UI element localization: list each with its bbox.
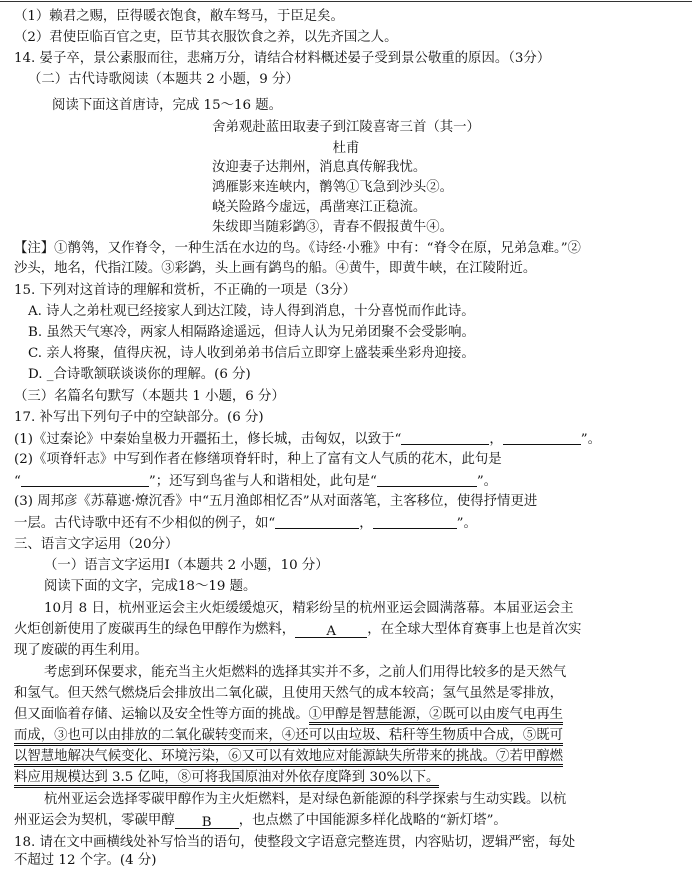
p3-text: 州亚运会为契机，零碳甲醇	[14, 813, 175, 828]
p3-text-2: ，也点燃了中国能源多样化战略的“新灯塔”。	[238, 813, 507, 828]
q17-3-close: ”。	[456, 516, 477, 531]
section-language-heading: （一）语言文字运用Ⅰ（本题共 2 小题，10 分）	[44, 558, 329, 573]
question-14: 14. 晏子卒，景公素服而往，悲痛万分，请结合材料概述晏子受到景公敬重的原因。（3分）	[14, 51, 551, 66]
passage-para-2-line-5	[14, 748, 563, 766]
poetry-instruction: 阅读下面这首唐诗，完成 15～16 题。	[52, 98, 283, 113]
q17-3-blank-1[interactable]	[275, 514, 359, 529]
poem-verse-2: 鸿雁影来连峡内，鹡鸰①飞急到沙头②。	[212, 180, 454, 195]
answer-line-1: （1）赖君之赐，臣得暖衣饱食，敝车驽马，于臣足矣。	[14, 9, 344, 24]
question-17-part-2-line-2	[14, 472, 497, 491]
underlined-sentence-2: 而成，③也可以由排放的二氧化碳转变而来，④还可以由垃圾、秸秆等生物质中合成，⑤既可	[14, 728, 563, 746]
top-border-line	[0, 1, 692, 2]
blank-a[interactable]: A	[295, 623, 367, 638]
underlined-sentence-1: ①甲醇是智慧能源，②既可以由废气电再生	[309, 707, 563, 725]
passage-para-1-line-3: 现了废碳的再生利用。	[14, 643, 148, 658]
poem-author: 杜甫	[332, 141, 360, 156]
option-a: A. 诗人之弟杜观已经接家人到达江陵，诗人得到消息，十分喜悦而作此诗。	[28, 304, 475, 319]
passage-para-2-line-4	[14, 727, 563, 745]
q17-2-open: “	[14, 474, 21, 489]
p1-text: 火炬创新使用了废碳再生的绿色甲醇作为燃料，	[14, 622, 296, 637]
option-c: C. 亲人将聚，值得庆祝，诗人收到弟弟书信后立即穿上盛装乘坐彩舟迎接。	[28, 346, 475, 361]
question-18-line-2: 不超过 12 个字。(4 分)	[14, 853, 157, 868]
blank-b[interactable]: B	[175, 814, 239, 829]
q17-2-blank-1[interactable]	[21, 472, 149, 487]
language-instruction: 阅读下面的文字，完成18～19 题。	[44, 579, 257, 594]
poem-verse-3: 峣关险路今虚远，禹凿寒江正稳流。	[212, 200, 427, 215]
passage-para-3-line-2	[14, 812, 507, 830]
question-17-part-1	[14, 430, 601, 449]
poem-notes-line-2: 沙头，地名，代指江陵。③彩鹢，头上画有鹢鸟的船。④黄牛，即黄牛峡，在江陵附近。	[14, 261, 537, 276]
poem-title: 舍弟观赴蓝田取妻子到江陵喜寄三首（其一）	[212, 120, 480, 135]
section-three-heading: 三、语言文字运用（20分）	[14, 537, 179, 552]
question-18-line-1: 18. 请在文中画横线处补写恰当的语句，使整段文字语意完整连贯，内容贴切，逻辑严密，每处	[14, 835, 576, 850]
question-17: 17. 补写出下列句子中的空缺部分。(6 分)	[14, 410, 264, 425]
p1-text-2: ，在全球大型体育赛事上也是首次实	[367, 622, 582, 637]
passage-para-3-line-1: 杭州亚运会选择零碳甲醇作为主火炬燃料，是对绿色新能源的科学探索与生动实践。以杭	[44, 792, 567, 807]
passage-para-2-line-6	[14, 769, 439, 787]
underlined-sentence-4: 料应用规模达到 3.5 亿吨，⑧可将我国原油对外依存度降到 30%以下。	[14, 770, 439, 788]
q17-2-text: ”；还写到鸟雀与人和谐相处，此句是“	[148, 474, 377, 489]
q17-3-blank-2[interactable]	[373, 514, 457, 529]
q17-3-text: 一层。古代诗歌中还有不少相似的例子，如“	[14, 516, 276, 531]
passage-para-2-line-2: 和氢气。但天然气燃烧后会排放出二氧化碳，且使用天然气的成本较高；氢气虽然是零排放，	[14, 686, 564, 701]
question-17-part-3-line-2	[14, 514, 477, 533]
passage-para-2-line-1: 考虑到环保要求，能充当主火炬燃料的选择其实并不多，之前人们用得比较多的是天然气	[44, 665, 567, 680]
question-17-part-2-line-1: (2)《项脊轩志》中写到作者在修缮项脊轩时，种上了富有文人气质的花木，此句是	[14, 452, 502, 467]
q17-2-blank-2[interactable]	[377, 472, 477, 487]
underlined-sentence-3: 以智慧地解决气候变化、环境污染，⑥又可以有效地应对能源缺失所带来的挑战。⑦若甲醇燃	[14, 749, 563, 767]
passage-para-1-line-2	[14, 621, 581, 639]
answer-line-2: （2）君使臣临百官之吏，臣节其衣服饮食之养，以先齐国之人。	[14, 30, 398, 45]
poem-notes-line-1: 【注】①鹡鸰，又作脊令，一种生活在水边的鸟。《诗经·小雅》中有：“脊令在原，兄弟急难。”②	[14, 241, 581, 256]
q17-1-blank-2[interactable]	[503, 430, 581, 445]
q17-1-blank-1[interactable]	[401, 430, 489, 445]
q17-1-close: ”。	[580, 432, 601, 447]
option-b: B. 虽然天气寒冷，两家人相隔路途遥远，但诗人认为兄弟团聚不会受影响。	[28, 325, 475, 340]
poem-verse-4: 朱绂即当随彩鹢③，青春不假报黄牛④。	[212, 220, 454, 235]
q17-1-comma: ，	[489, 432, 503, 447]
q17-2-close: ”。	[476, 474, 498, 489]
q17-3-comma: ，	[359, 516, 373, 531]
q17-1-text: (1)《过秦论》中秦始皇极力开疆拓土，修长城，击匈奴，以致于“	[14, 432, 402, 447]
poem-verse-1: 汝迎妻子达荆州，消息真传解我忧。	[212, 160, 427, 175]
section-poetry-heading: （二）古代诗歌阅读（本题共 2 小题，9 分）	[28, 72, 299, 87]
option-d: D. _合诗歌颔联谈谈你的理解。(6 分)	[28, 367, 251, 382]
section-recitation-heading: （三）名篇名句默写（本题共 1 小题，6 分）	[14, 389, 285, 404]
question-17-part-3-line-1: (3) 周邦彦《苏幕遮·燎沉香》中“五月渔郎相忆否”从对面落笔，主客移位，使得抒情更进	[14, 494, 538, 509]
p2-text: 但又面临着存储、运输以及安全性等方面的挑战。	[14, 707, 309, 722]
question-15: 15. 下列对这首诗的理解和赏析，不正确的一项是（3分）	[14, 283, 357, 298]
passage-para-1-line-1: 10月 8 日，杭州亚运会主火炬缓缓熄灭，精彩纷呈的杭州亚运会圆满落幕。本届亚运会主	[44, 601, 574, 616]
passage-para-2-line-3	[14, 706, 563, 724]
